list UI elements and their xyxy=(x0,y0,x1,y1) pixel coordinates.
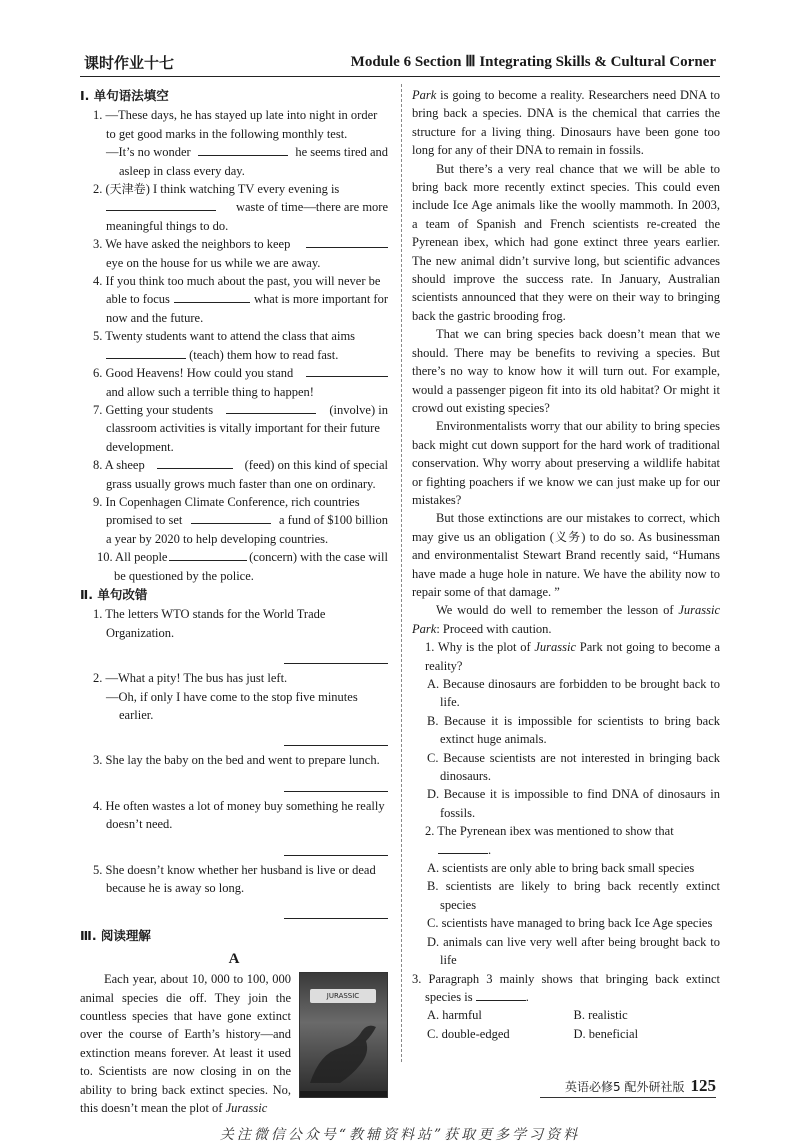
correction-1: 1. The letters WTO stands for the World Trade Organization. xyxy=(93,607,326,640)
option-3B[interactable]: B. realistic xyxy=(573,1008,628,1023)
passage-paragraph-2: But there’s a very real chance that we will be able to bring back more recently extinct species. This could even include Ice Age animals like the woolly mammoth. In 2003, a team of Spanish and French scientists re-created the Pyrenean ibex, which had gone extinct three years earlier. The new animal didn’t survive long, but scientific advances should improve the success rate. In January, Australian scientists announced that they were on their way to bringing back the gastric brooding frog. xyxy=(412,161,720,323)
reading-question-1: 1. Why is the plot of Jurassic Park not going to become a reality? xyxy=(425,640,720,673)
answer-blank[interactable] xyxy=(106,198,216,211)
option-1B[interactable]: B. Because it is impossible for scientists to bring back extinct huge animals. xyxy=(427,713,720,747)
answer-blank[interactable] xyxy=(106,346,186,359)
option-2A[interactable]: A. scientists are only able to bring back small species xyxy=(427,861,695,876)
option-3D[interactable]: D. beneficial xyxy=(573,1026,639,1041)
answer-blank[interactable] xyxy=(226,401,316,414)
question-5: 5. Twenty students want to attend the class that aims (teach) them how to read fast. xyxy=(93,329,356,362)
options-3-row1 xyxy=(412,1006,720,1024)
passage-paragraph-4: Environmentalists worry that our ability to bring species back might cut down support for the hard work of traditional conservation. Why worry about preserving a wildlife habitat or fighting poachers if we know we can just make up for our mistakes? xyxy=(412,419,720,507)
watermark-text: 关注微信公众号“教辅资料站”获取更多学习资料 xyxy=(219,1127,581,1143)
column-divider xyxy=(401,84,402,1062)
answer-blank[interactable] xyxy=(198,143,288,156)
poster-title: JURASSIC xyxy=(310,989,376,1003)
book-label: 英语必修5 配外研社版 xyxy=(565,1080,685,1094)
option-1D[interactable]: D. Because it is impossible to find DNA of dinosaurs in fossils. xyxy=(427,787,720,820)
question-8: 8. A sheep (feed) on this kind of special grass usually grows much faster than one on ordinary. xyxy=(93,458,388,491)
answer-blank[interactable] xyxy=(157,456,233,469)
passage-paragraph-1-cont: Park is going to become a reality. Researchers need DNA to bring back a species. DNA is the chemical that carries the structure for a living thing. Dinosaurs have been gone too long for any of their DNA to remain in fossils. xyxy=(412,88,720,158)
question-10: 10. All people (concern) with the case will be questioned by the police. xyxy=(97,550,388,583)
header-rule xyxy=(80,76,720,77)
passage-paragraph-5: But those extinctions are our mistakes to correct, which may give us an obligation (义务) to do so. As businessman and environmentalist Stewart Brand recently said, “Humans have made a huge hole in nature. We have the ability now to repair some of that damage. ” xyxy=(412,511,720,599)
question-6: 6. Good Heavens! How could you stand and allow such a terrible thing to happen! xyxy=(80,364,388,401)
part1-title: Ⅰ. 单句语法填空 xyxy=(80,88,169,103)
part2-title: Ⅱ. 单句改错 xyxy=(80,586,148,602)
module-title: Module 6 Section Ⅲ Integrating Skills & Cultural Corner xyxy=(350,54,716,70)
option-1A[interactable]: A. Because dinosaurs are forbidden to be brought back to life. xyxy=(427,677,720,710)
correction-5: 5. She doesn’t know whether her husband is live or dead because he is away so long. xyxy=(93,862,376,896)
option-3C[interactable]: C. double-edged xyxy=(427,1026,510,1041)
passage-paragraph-6: We would do well to remember the lesson of Jurassic Park: Proceed with caution. xyxy=(412,603,720,636)
correction-3: 3. She lay the baby on the bed and went to prepare lunch. xyxy=(93,753,380,768)
passage-paragraph-1: Each year, about 10, 000 to 100, 000 animal species die off. They join the countless species that have gone extinct over the course of Earth’s history—and extinction means forever. At least it used to. Scientists are now closing in on the ability to bring back extinct species. No, this doesn’t mean the plot of Jurassic xyxy=(80,972,291,1116)
reading-question-3: 3. Paragraph 3 mainly shows that bringing back extinct species is . xyxy=(412,971,720,1004)
option-1C[interactable]: C. Because scientists are not interested in bringing back dinosaurs. xyxy=(427,750,720,784)
jurassic-poster-image xyxy=(299,972,388,1098)
option-2C[interactable]: C. scientists have managed to bring back Ice Age species xyxy=(427,916,713,931)
option-3A[interactable]: A. harmful xyxy=(427,1008,482,1023)
answer-line[interactable] xyxy=(284,854,388,856)
footer-rule xyxy=(540,1097,716,1098)
answer-blank[interactable] xyxy=(476,988,526,1001)
question-1: 1. —These days, he has stayed up late into night in order to get good marks in the following monthly test. —It’s no wonder he seems tired and asleep in class every day. xyxy=(93,108,388,178)
section-label: 课时作业十七 xyxy=(84,54,175,72)
options-3-row2 xyxy=(412,1025,720,1043)
answer-blank[interactable] xyxy=(169,548,247,561)
option-2B[interactable]: B. scientists are likely to bring back recently extinct species xyxy=(427,879,720,912)
question-3: 3. We have asked the neighbors to keep eye on the house for us while we are away. xyxy=(80,235,388,272)
answer-blank[interactable] xyxy=(306,235,388,248)
part3-title: Ⅲ. 阅读理解 xyxy=(80,928,151,944)
page-footer xyxy=(565,1076,716,1096)
question-9: 9. In Copenhagen Climate Conference, rich countries promised to set a fund of $100 billion a year by 2020 to help developing countries. xyxy=(93,494,388,546)
right-column xyxy=(412,86,720,1043)
reading-question-2: 2. The Pyrenean ibex was mentioned to show that . xyxy=(425,824,674,857)
question-7: 7. Getting your students (involve) in classroom activities is vitally important for their future development. xyxy=(93,402,388,454)
left-column xyxy=(80,86,388,1118)
page-number: 125 xyxy=(690,1076,716,1095)
correction-2: 2. —What a pity! The bus has just left. —Oh, if only I have come to the stop five minutes earlier. xyxy=(93,671,358,722)
question-4: 4. If you think too much about the past, you will never be able to focus what is more important for now and the future. xyxy=(93,274,388,325)
passage-paragraph-3: That we can bring species back doesn’t mean that we should. There may be benefits to reviving a species. But there’s no way to know how it will turn out. For example, would a passenger pigeon fit into its old habitat? Or might it crowd out existing species? xyxy=(412,327,720,415)
correction-4: 4. He often wastes a lot of money buy something he really doesn’t need. xyxy=(93,798,385,832)
answer-line[interactable] xyxy=(284,744,388,746)
question-2: 2. (天津卷) I think watching TV every evening is waste of time—there are more meaningful things to do. xyxy=(93,182,388,233)
answer-blank[interactable] xyxy=(438,841,488,854)
answer-blank[interactable] xyxy=(306,364,388,377)
answer-line[interactable] xyxy=(284,790,388,792)
answer-blank[interactable] xyxy=(174,290,250,303)
answer-blank[interactable] xyxy=(191,511,271,524)
passage-letter: A xyxy=(228,950,240,967)
answer-line[interactable] xyxy=(284,917,388,919)
option-2D[interactable]: D. animals can live very well after being brought back to life xyxy=(427,934,720,968)
answer-line[interactable] xyxy=(284,662,388,664)
dinosaur-icon xyxy=(300,1013,387,1097)
